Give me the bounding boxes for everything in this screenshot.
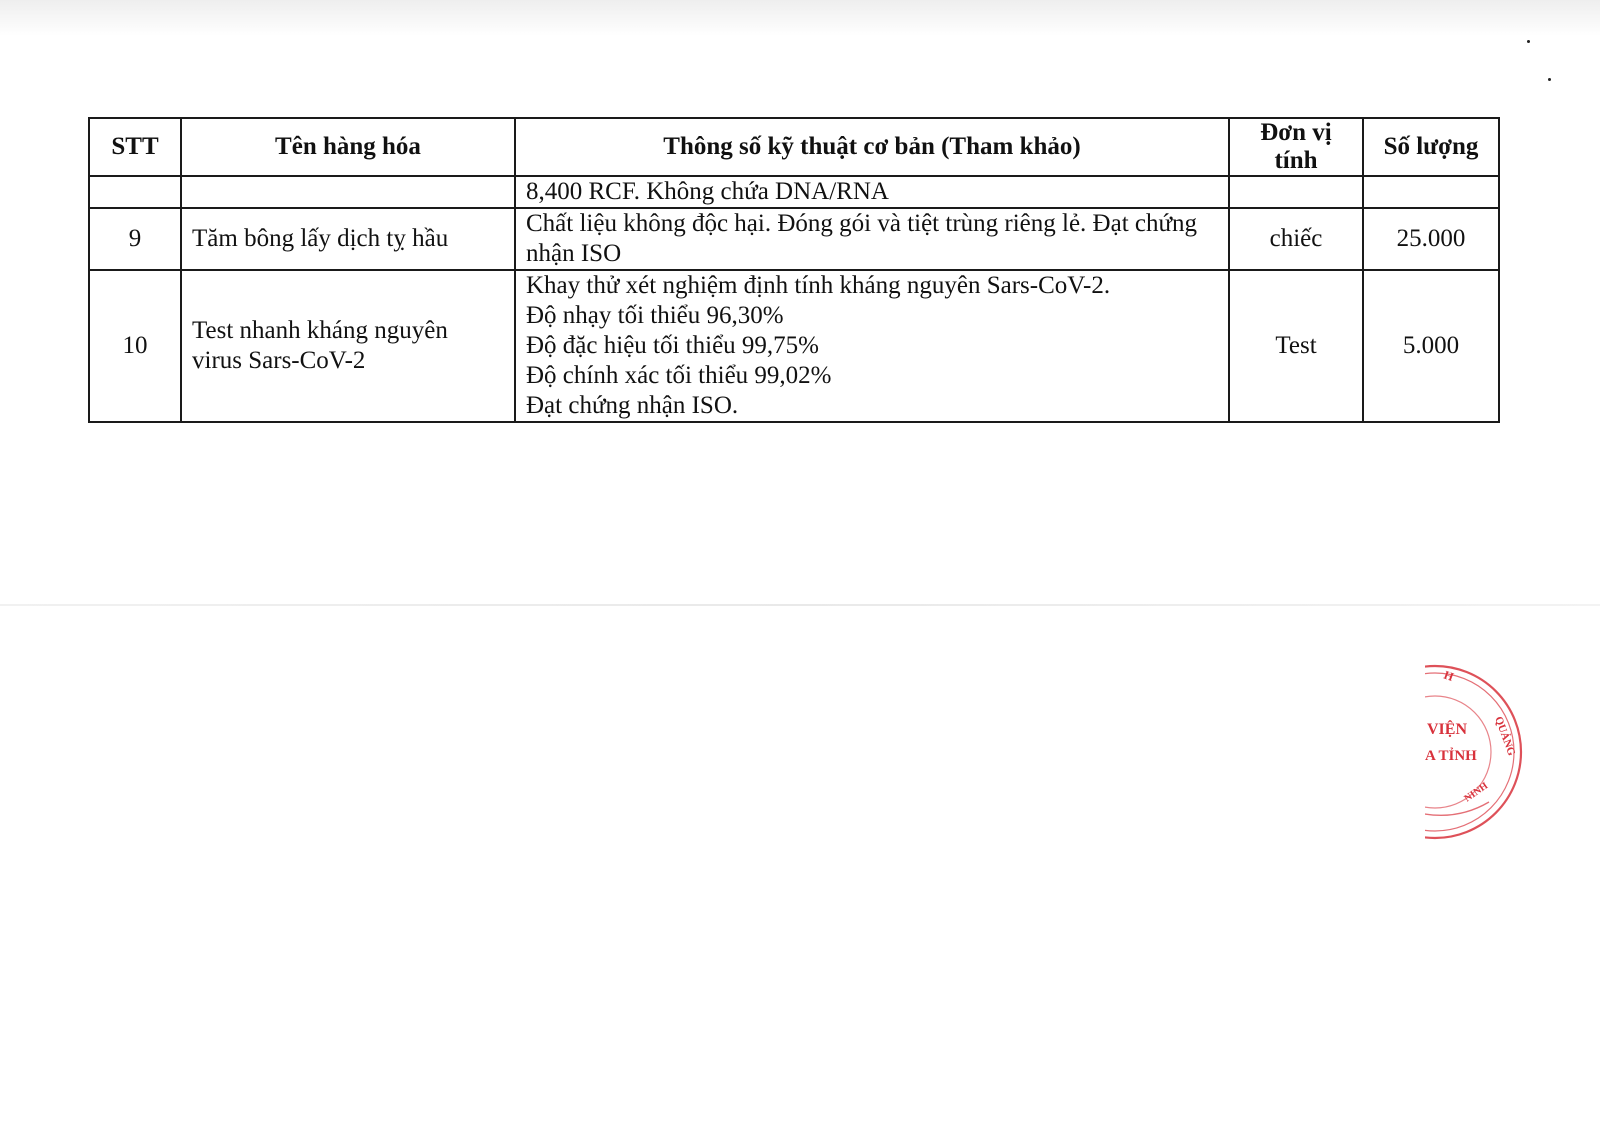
spec-line: 8,400 RCF. Không chứa DNA/RNA <box>526 178 889 205</box>
svg-text:VIỆN: VIỆN <box>1427 721 1468 738</box>
specification-table <box>88 117 1500 423</box>
table-row <box>89 208 1499 270</box>
header-unit-line2: tính <box>1274 147 1318 174</box>
svg-text:QUẢNG: QUẢNG <box>1492 714 1518 758</box>
cell-stt <box>89 176 181 208</box>
scan-speck <box>1527 40 1530 43</box>
cell-specification <box>515 176 1229 208</box>
header-specification: Thông số kỹ thuật cơ bản (Tham khảo) <box>515 118 1229 176</box>
cell-item-name <box>181 176 515 208</box>
table-row <box>89 176 1499 208</box>
cell-quantity: 5.000 <box>1363 270 1499 422</box>
cell-unit: chiếc <box>1229 208 1363 270</box>
spec-line: Đạt chứng nhận ISO. <box>526 392 739 419</box>
header-unit <box>1229 118 1363 176</box>
cell-specification <box>515 208 1229 270</box>
stamp-seal-graphic <box>1425 662 1535 842</box>
svg-text:A TỈNH: A TỈNH <box>1425 748 1477 764</box>
scan-speck <box>1548 78 1551 81</box>
cell-specification <box>515 270 1229 422</box>
spec-line: Độ nhạy tối thiểu 96,30% <box>526 302 784 329</box>
cell-unit <box>1229 176 1363 208</box>
header-quantity: Số lượng <box>1363 118 1499 176</box>
page-top-shadow <box>0 0 1600 36</box>
svg-text:NINH: NINH <box>1462 780 1491 805</box>
spec-line: Khay thử xét nghiệm định tính kháng nguyên Sars-CoV-2. <box>526 272 1111 299</box>
spec-line: Độ chính xác tối thiểu 99,02% <box>526 362 832 389</box>
cell-stt: 10 <box>89 270 181 422</box>
cell-item-name: Tăm bông lấy dịch tỵ hầu <box>181 208 515 270</box>
svg-text:H: H <box>1441 667 1456 685</box>
cell-quantity <box>1363 176 1499 208</box>
official-red-stamp <box>1425 662 1535 842</box>
spec-line: Chất liệu không độc hại. Đóng gói và tiệt trùng riêng lẻ. Đạt chứng nhận ISO <box>526 210 1198 267</box>
cell-unit: Test <box>1229 270 1363 422</box>
paper-fold-line <box>0 604 1600 606</box>
cell-quantity: 25.000 <box>1363 208 1499 270</box>
header-stt: STT <box>89 118 181 176</box>
table-row <box>89 270 1499 422</box>
cell-stt: 9 <box>89 208 181 270</box>
cell-item-name: Test nhanh kháng nguyên virus Sars-CoV-2 <box>181 270 515 422</box>
table-header-row <box>89 118 1499 176</box>
header-unit-line1: Đơn vị <box>1260 119 1332 146</box>
header-item-name: Tên hàng hóa <box>181 118 515 176</box>
spec-line: Độ đặc hiệu tối thiểu 99,75% <box>526 332 819 359</box>
